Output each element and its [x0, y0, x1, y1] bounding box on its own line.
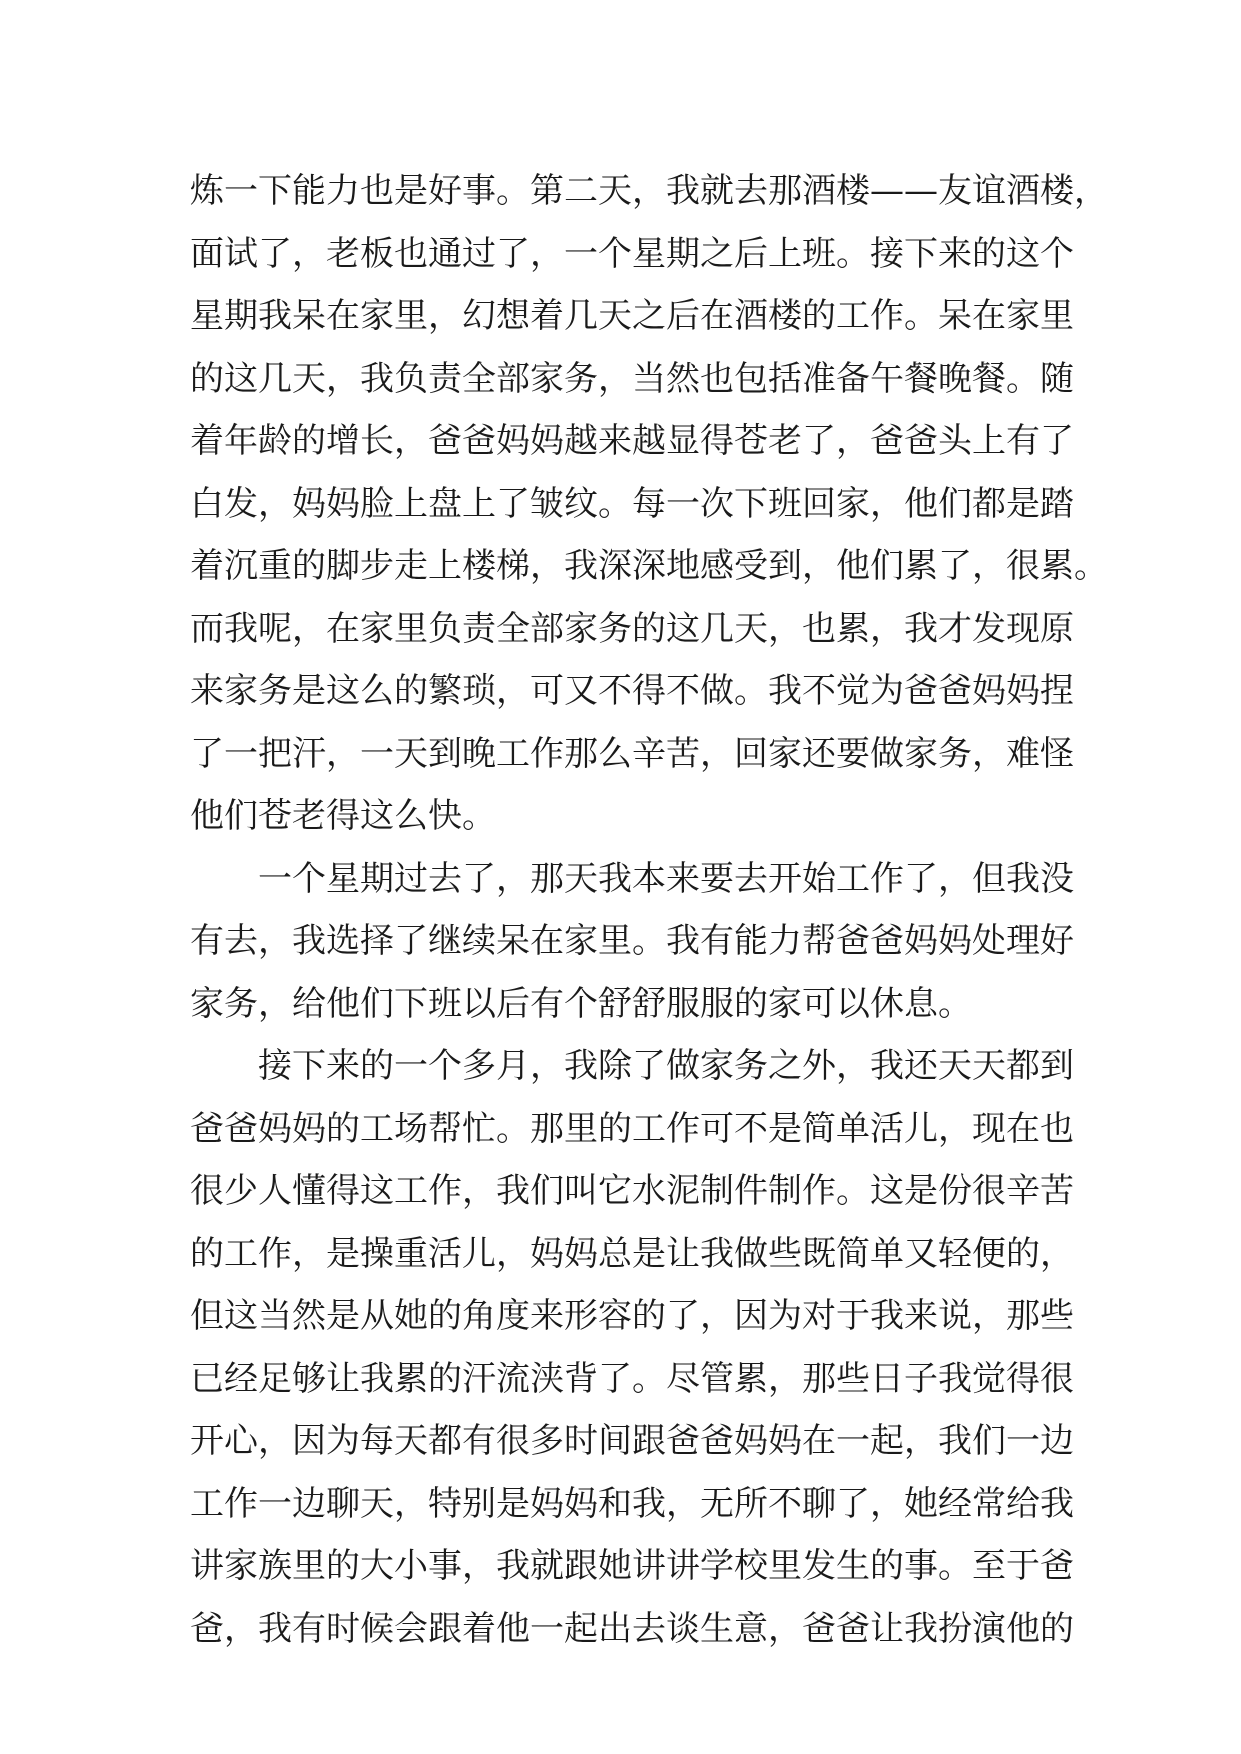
text-line: 爸，我有时候会跟着他一起出去谈生意，爸爸让我扮演他的 [190, 1608, 1074, 1649]
paragraph-first-line: 一个星期过去了，那天我本来要去开始工作了，但我没 [258, 858, 1074, 899]
text-line: 炼一下能力也是好事。第二天，我就去那酒楼——友谊酒楼， [190, 171, 1108, 211]
text-line: 星期我呆在家里，幻想着几天之后在酒楼的工作。呆在家里 [190, 296, 1074, 336]
text-line: 但这当然是从她的角度来形容的了，因为对于我来说，那些 [190, 1296, 1074, 1336]
text-line: 有去，我选择了继续呆在家里。我有能力帮爸爸妈妈处理好 [190, 921, 1074, 961]
text-line: 已经足够让我累的汗流浃背了。尽管累，那些日子我觉得很 [190, 1358, 1074, 1399]
text-line: 开心，因为每天都有很多时间跟爸爸妈妈在一起，我们一边 [190, 1421, 1074, 1461]
text-line: 工作一边聊天，特别是妈妈和我，无所不聊了，她经常给我 [190, 1483, 1074, 1524]
text-line: 他们苍老得这么快。 [190, 796, 496, 836]
text-line: 了一把汗，一天到晚工作那么辛苦，回家还要做家务，难怪 [190, 733, 1074, 774]
text-line: 很少人懂得这工作，我们叫它水泥制件制作。这是份很辛苦 [190, 1171, 1074, 1211]
text-line: 爸爸妈妈的工场帮忙。那里的工作可不是简单活儿，现在也 [190, 1108, 1074, 1149]
paragraph-first-line: 接下来的一个多月，我除了做家务之外，我还天天都到 [258, 1046, 1074, 1086]
text-line: 白发，妈妈脸上盘上了皱纹。每一次下班回家，他们都是踏 [190, 483, 1074, 524]
text-line: 来家务是这么的繁琐，可又不得不做。我不觉为爸爸妈妈捏 [190, 671, 1074, 711]
text-line: 着沉重的脚步走上楼梯，我深深地感受到，他们累了，很累。 [190, 546, 1108, 586]
text-line: 讲家族里的大小事，我就跟她讲讲学校里发生的事。至于爸 [190, 1546, 1074, 1586]
text-line: 着年龄的增长，爸爸妈妈越来越显得苍老了，爸爸头上有了 [190, 421, 1074, 461]
text-line: 面试了，老板也通过了，一个星期之后上班。接下来的这个 [190, 233, 1074, 274]
text-line: 的工作，是操重活儿，妈妈总是让我做些既简单又轻便的， [190, 1233, 1074, 1274]
body-text [190, 160, 1108, 1660]
text-line: 的这几天，我负责全部家务，当然也包括准备午餐晚餐。随 [190, 358, 1074, 399]
text-line: 家务，给他们下班以后有个舒舒服服的家可以休息。 [190, 983, 972, 1024]
text-line: 而我呢，在家里负责全部家务的这几天，也累，我才发现原 [190, 608, 1074, 649]
